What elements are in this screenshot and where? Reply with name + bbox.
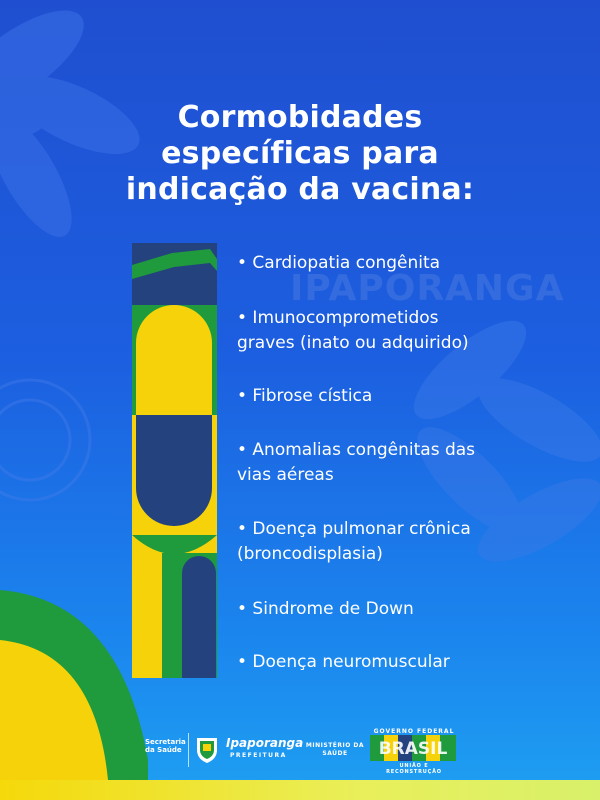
list-item: • Cardiopatia congênita: [237, 253, 441, 273]
list-item: • Anomalias congênitas das: [237, 440, 476, 460]
poster-title: [60, 100, 540, 208]
footer-logos: [140, 725, 470, 775]
list-item: • Doença neuromuscular: [237, 652, 450, 672]
list-item: vias aéreas: [237, 465, 334, 485]
city-watermark: IPAPORANGA: [290, 268, 565, 309]
city-crest-icon: [194, 734, 220, 764]
prefeitura-text: PREFEITURA: [230, 752, 287, 759]
title-line-1: Cormobidades: [177, 100, 423, 135]
geometric-pattern-graphic: [132, 243, 217, 678]
list-item: graves (inato ou adquirido): [237, 333, 469, 353]
title-line-2: específicas para: [161, 136, 439, 171]
brasil-logo: [370, 735, 456, 761]
bottom-color-strip: [0, 780, 600, 800]
brasil-logo-text: BRASIL: [378, 739, 448, 759]
secretaria-logo-text: Secretaria da Saúde: [145, 738, 186, 754]
city-logo-text: Ipaporanga: [226, 736, 304, 750]
list-item: • Fibrose cística: [237, 386, 373, 406]
list-item: (broncodisplasia): [237, 544, 383, 564]
uniao-reconstrucao-text: UNIÃO E RECONSTRUÇÃO: [386, 763, 442, 775]
title-line-3: indicação da vacina:: [125, 172, 475, 207]
logo-divider: [188, 733, 189, 767]
governo-federal-text: GOVERNO FEDERAL: [373, 728, 455, 735]
list-item: • Doença pulmonar crônica: [237, 519, 471, 539]
list-item: • Imunocomprometidos: [237, 308, 439, 328]
list-item: • Sindrome de Down: [237, 599, 414, 619]
ministerio-logo-text: MINISTÉRIO DA SAÚDE: [305, 742, 365, 757]
